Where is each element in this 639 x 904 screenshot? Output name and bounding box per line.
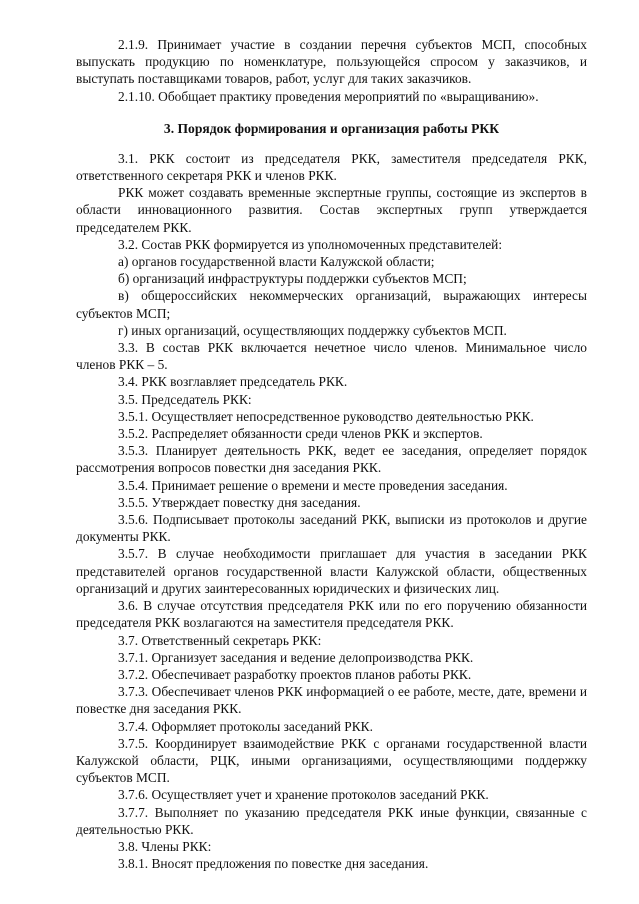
- paragraph: 3.7. Ответственный секретарь РКК:: [118, 632, 322, 648]
- paragraph: 3.8. Члены РКК:: [118, 838, 212, 854]
- paragraph: 3.5.1. Осуществляет непосредственное руководство деятельностью РКК.: [118, 408, 534, 424]
- paragraph: 3.7.5. Координирует взаимодействие РКК с органами государственной власти Калужской области, РЦК, иными организациями, осуществляющими поддержку субъектов МСП.: [76, 735, 587, 786]
- paragraph: 3.7.6. Осуществляет учет и хранение протоколов заседаний РКК.: [118, 787, 489, 803]
- paragraph: 3.5. Председатель РКК:: [118, 391, 252, 407]
- paragraph: г) иных организаций, осуществляющих поддержку субъектов МСП.: [118, 322, 507, 338]
- paragraph: 3.1. РКК состоит из председателя РКК, заместителя председателя РКК, ответственного секретаря РКК и членов РКК.: [76, 150, 587, 184]
- paragraph: 3.2. Состав РКК формируется из уполномоченных представителей:: [118, 236, 503, 252]
- paragraph: 3.7.3. Обеспечивает членов РКК информацией о ее работе, месте, дате, времени и повестке дня заседания РКК.: [76, 684, 587, 717]
- section-title: 3. Порядок формирования и организация работы РКК: [163, 120, 500, 136]
- paragraph: в) общероссийских некоммерческих организаций, выражающих интересы субъектов МСП;: [76, 288, 587, 321]
- paragraph: 3.7.7. Выполняет по указанию председателя РКК иные функции, связанные с деятельностью РКК.: [76, 804, 587, 837]
- paragraph-2-1-9: 2.1.9. Принимает участие в создании перечня субъектов МСП, способных выпускать продукцию по номенклатуре, пользующейся спросом у заказчиков, и выступать поставщиками товаров, работ, услуг для таких заказчиков.: [76, 37, 587, 87]
- paragraph: 3.7.1. Организует заседания и ведение делопроизводства РКК.: [118, 649, 474, 665]
- paragraph: РКК может создавать временные экспертные группы, состоящие из экспертов в области инновационного развития. Состав экспертных групп утверждается председателем РКК.: [76, 185, 587, 235]
- paragraph: 3.5.7. В случае необходимости приглашает для участия в заседании РКК представителей органов государственной власти Калужской области, общественных организаций и других заинтересованных юридических и физических лиц.: [76, 546, 587, 596]
- paragraph-2-1-10: 2.1.10. Обобщает практику проведения мероприятий по «выращиванию».: [118, 88, 539, 104]
- paragraph: б) организаций инфраструктуры поддержки субъектов МСП;: [118, 271, 467, 287]
- paragraph: 3.5.6. Подписывает протоколы заседаний РКК, выписки из протоколов и другие документы РКК.: [76, 512, 587, 545]
- paragraph: 3.4. РКК возглавляет председатель РКК.: [118, 374, 348, 390]
- paragraph: 3.5.2. Распределяет обязанности среди членов РКК и экспертов.: [118, 426, 483, 442]
- paragraph: 3.3. В состав РКК включается нечетное число членов. Минимальное число членов РКК – 5.: [76, 340, 587, 373]
- paragraph: 3.7.4. Оформляет протоколы заседаний РКК.: [118, 718, 373, 734]
- paragraph: 3.5.4. Принимает решение о времени и месте проведения заседания.: [118, 477, 508, 493]
- paragraph: 3.5.3. Планирует деятельность РКК, ведет ее заседания, определяет порядок рассмотрения вопросов повестки дня заседания РКК.: [76, 443, 587, 476]
- paragraph: а) органов государственной власти Калужской области;: [118, 254, 435, 270]
- paragraph: 3.6. В случае отсутствия председателя РКК или по его поручению обязанности председателя РКК возлагаются на заместителя председателя РКК.: [76, 598, 587, 631]
- paragraph: 3.7.2. Обеспечивает разработку проектов планов работы РКК.: [118, 666, 472, 682]
- paragraph: 3.8.1. Вносят предложения по повестке дня заседания.: [118, 856, 429, 872]
- paragraph: 3.5.5. Утверждает повестку дня заседания.: [118, 494, 361, 510]
